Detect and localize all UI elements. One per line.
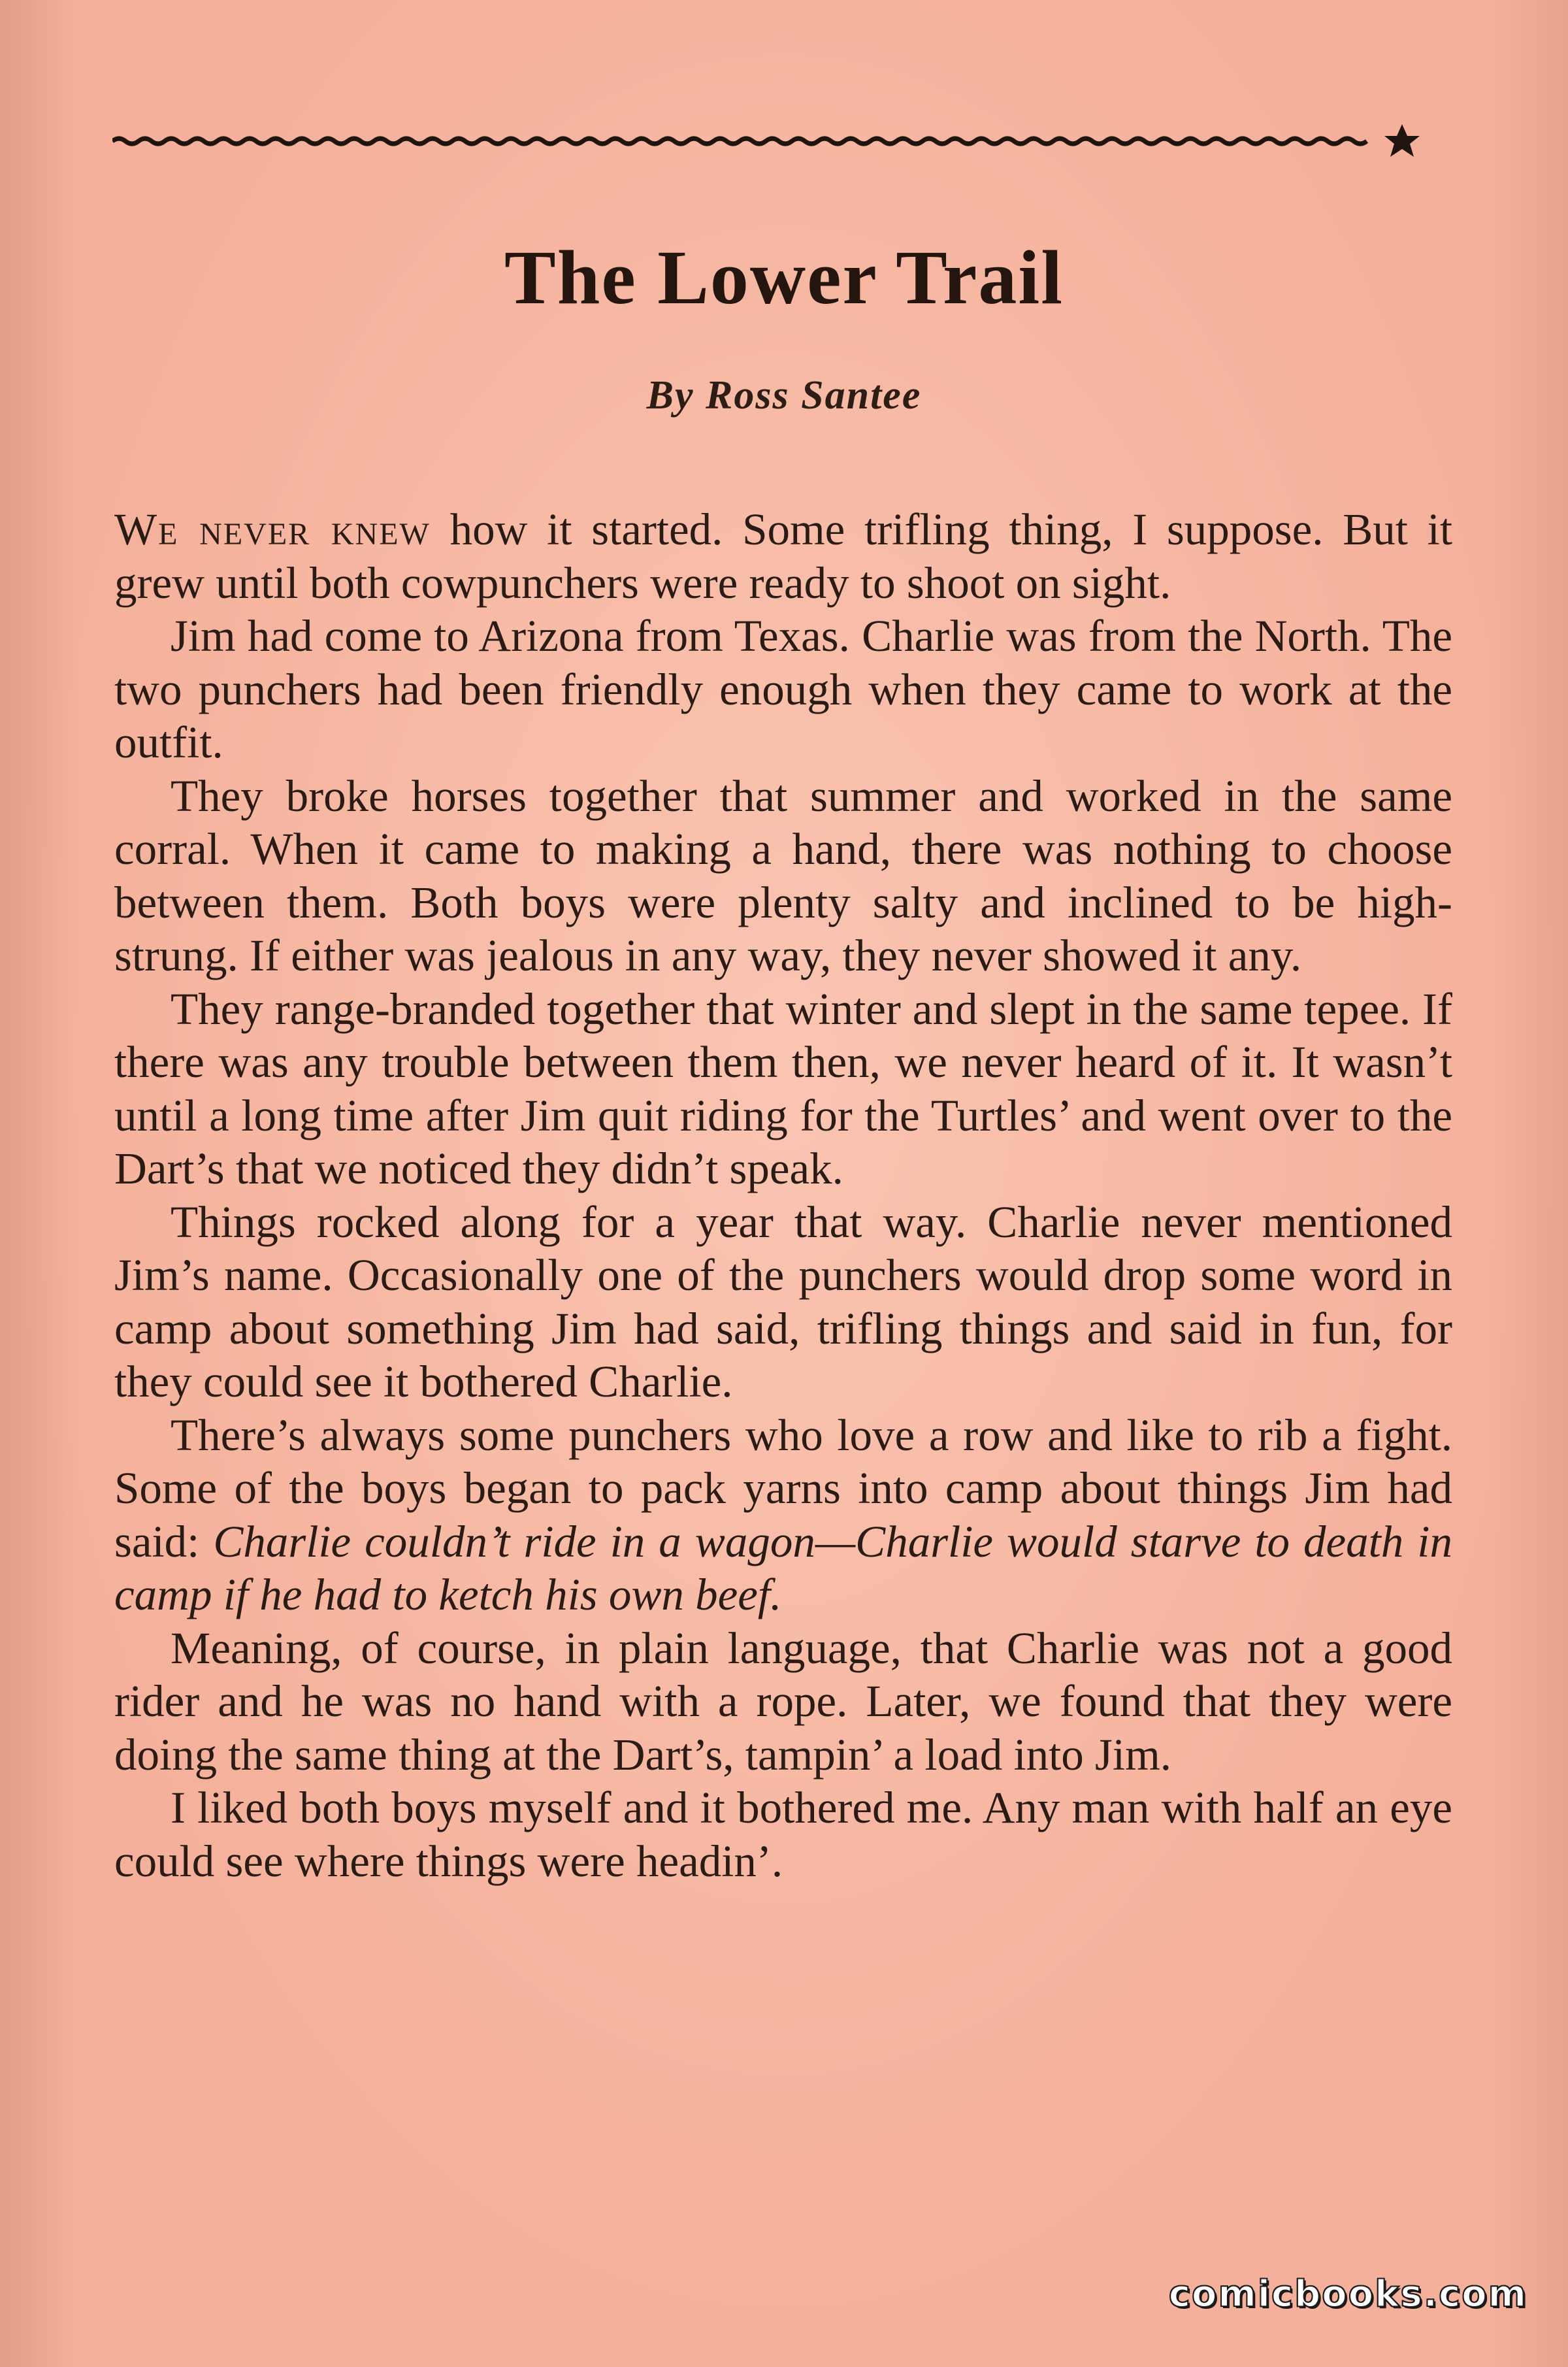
paragraph-2: Jim had come to Arizona from Texas. Charlie was from the North. The two punchers had been friendly enough when they came to work at the outfit. xyxy=(114,611,1452,767)
paragraph-5: Things rocked along for a year that way. Charlie never mentioned Jim’s name. Occasionally one of the punchers would drop some word in camp about something Jim had said, trifling things and said in fun, for they could see it bothered Charlie. xyxy=(114,1197,1452,1406)
story-byline: By Ross Santee xyxy=(646,373,922,418)
paragraph-1 xyxy=(114,503,1452,610)
paragraph-text: There’s always some punchers who love a row and like to rib a fight. Some of the boys began to pack yarns into camp about things Jim had said: xyxy=(114,1410,1452,1566)
opening-small-caps: We never knew xyxy=(114,505,431,554)
paragraph-4: They range-branded together that winter and slept in the same tepee. If there was any trouble between them then, we never heard of it. It wasn’t until a long time after Jim quit riding for the Turtles’ and went over to the Dart’s that we noticed they didn’t speak. xyxy=(114,984,1452,1193)
paragraph-8: I liked both boys myself and it bothered me. Any man with half an eye could see where things were headin’. xyxy=(114,1783,1452,1886)
paragraph-7: Meaning, of course, in plain language, that Charlie was not a good rider and he was no hand with a rope. Later, we found that they were doing the same thing at the Dart’s, tampin’ a load into Jim. xyxy=(114,1623,1452,1779)
decorative-rule xyxy=(112,122,1432,161)
paragraph-3: They broke horses together that summer and worked in the same corral. When it came to making a hand, there was nothing to choose between them. Both boys were plenty salty and inclined to be high-strung. If either was jealous in any way, they never showed it any. xyxy=(114,770,1452,980)
story-body xyxy=(114,503,1452,1888)
italic-quote: Charlie couldn’t ride in a wagon—Charlie would starve to death in camp if he had to ketch his own beef. xyxy=(114,1516,1452,1619)
star-icon xyxy=(1384,124,1420,157)
source-watermark: comicbooks.com xyxy=(1168,2273,1527,2315)
story-title: The Lower Trail xyxy=(504,235,1064,320)
paragraph-6 xyxy=(114,1409,1452,1622)
paragraph-text: how it started. Some trifling thing, I suppose. But it grew until both cowpunchers were ready to shoot on sight. xyxy=(114,505,1452,608)
wavy-line xyxy=(112,139,1367,144)
